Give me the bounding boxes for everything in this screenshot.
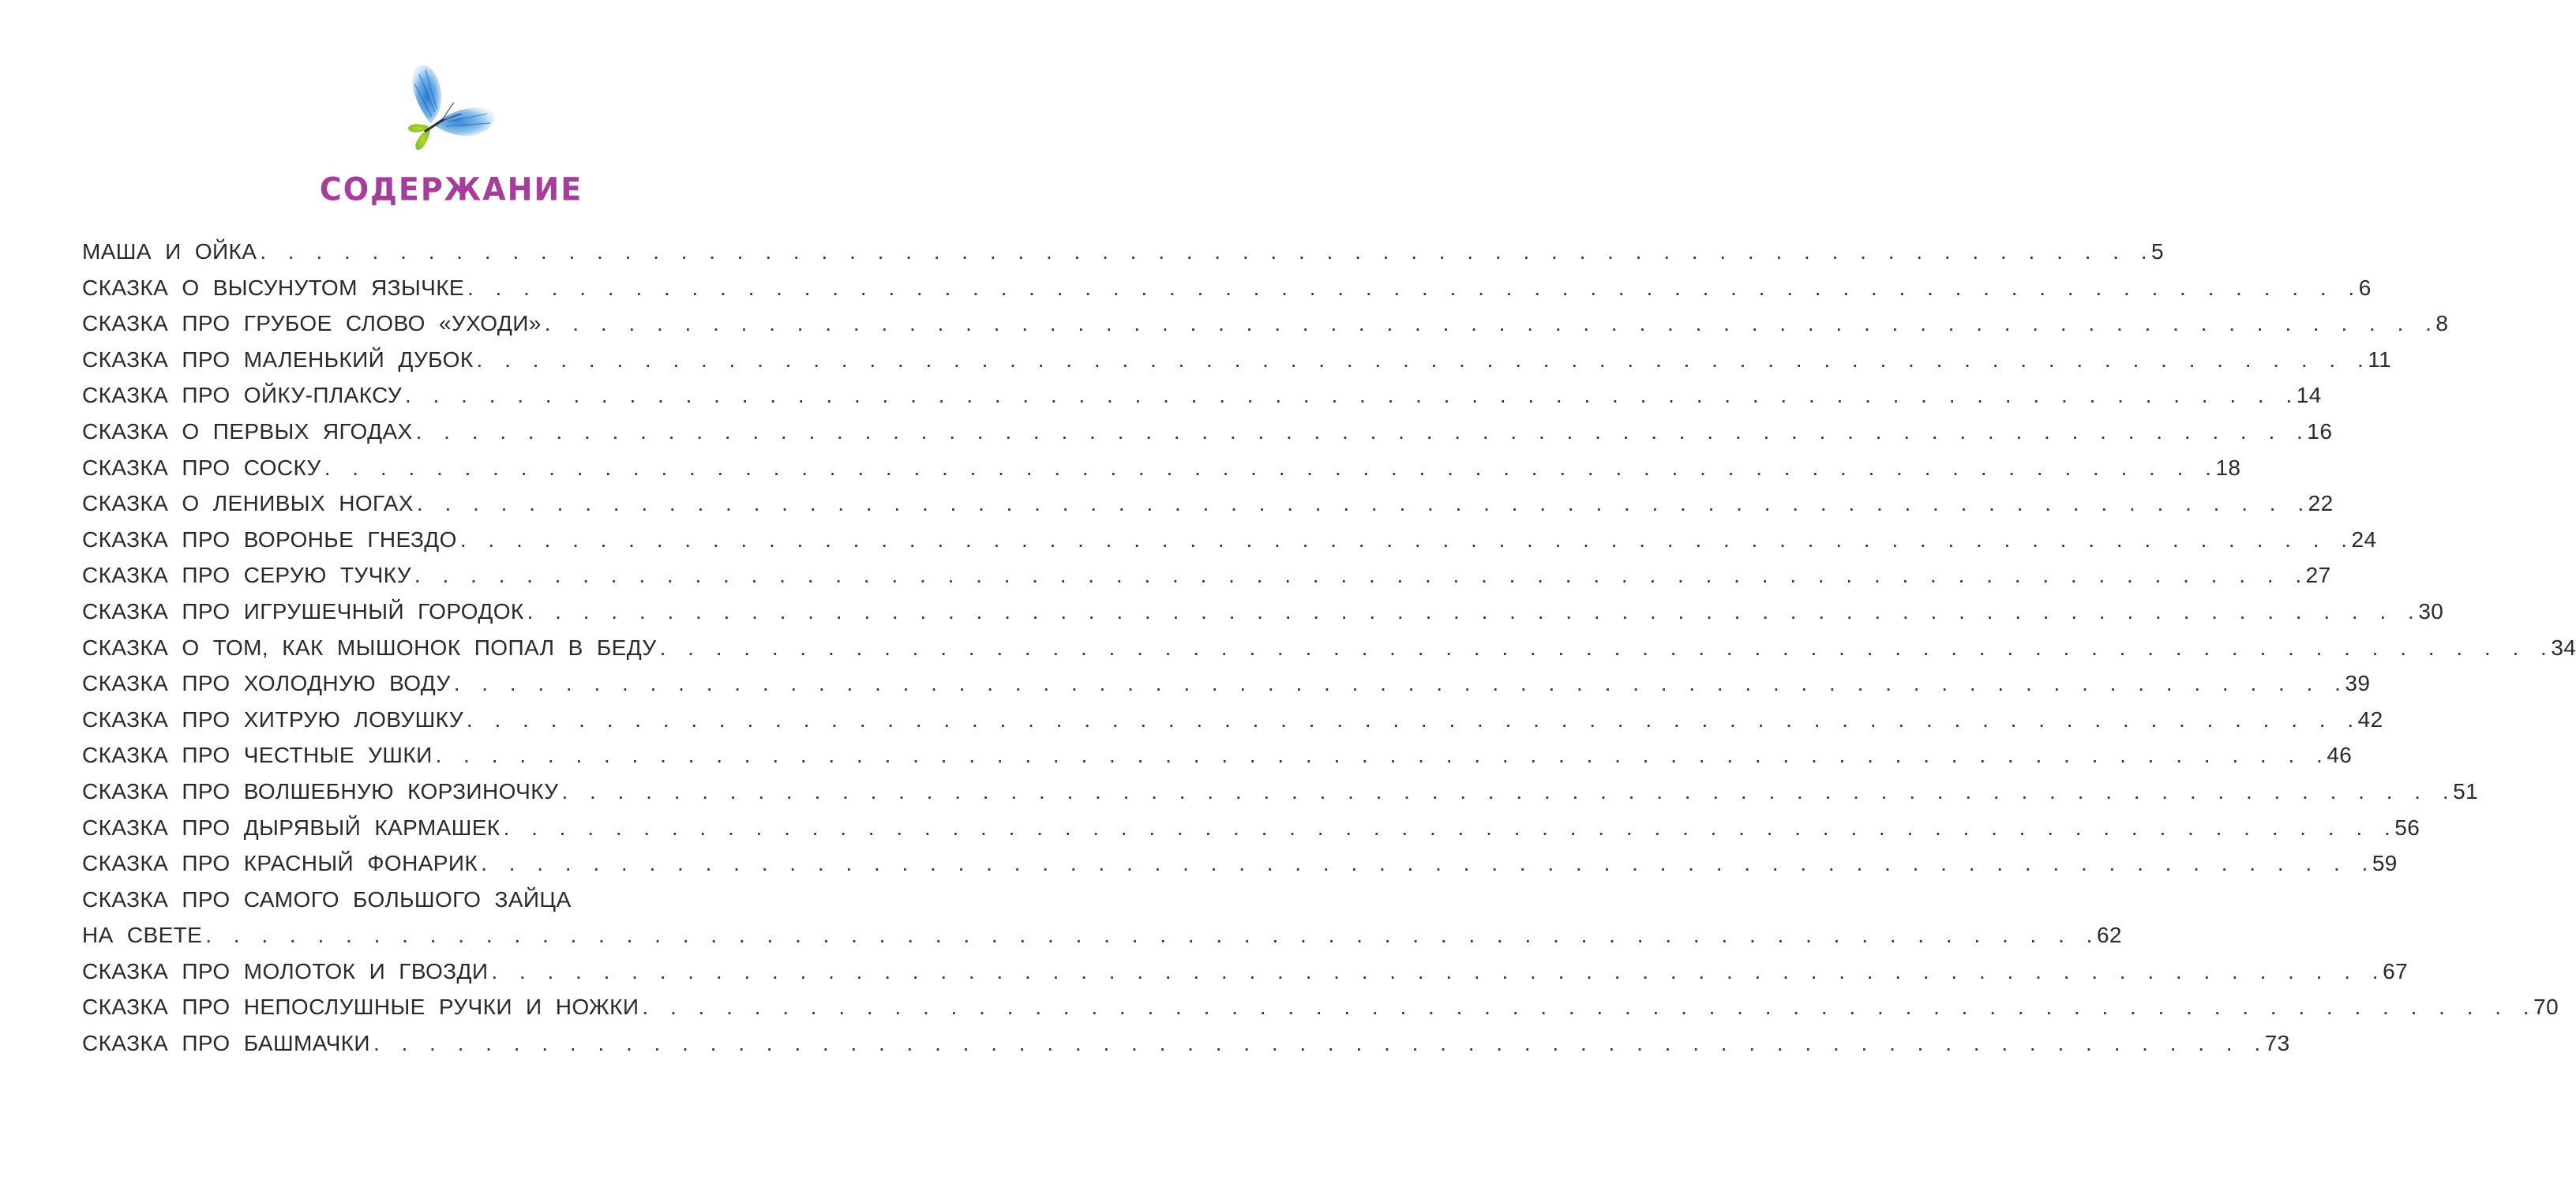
- toc-entry-title: СКАЗКА ПРО ДЫРЯВЫЙ КАРМАШЕК: [82, 815, 501, 840]
- toc-dot-leader: . . . . . . . . . . . . . . . . . . . . . . . . . . . . . . . . . . . . . . . . . . . . . . . . . . . . . . . . . . . . . . . . . . . .: [324, 455, 2216, 480]
- toc-entry-title: СКАЗКА ПРО БАШМАЧКИ: [82, 1031, 370, 1056]
- toc-entry-page: 56: [2394, 815, 2420, 840]
- toc-entry-title: СКАЗКА ПРО ХИТРУЮ ЛОВУШКУ: [82, 706, 463, 732]
- toc-dot-leader: . . . . . . . . . . . . . . . . . . . . . . . . . . . . . . . . . . . . . . . . . . . . . . . . . . . . . . . . . . . . . . . . . . . .: [467, 275, 2359, 300]
- toc-entry-page: 51: [2453, 778, 2479, 804]
- toc-dot-leader: . . . . . . . . . . . . . . . . . . . . . . . . . . . . . . . . . . . . . . . . . . . . . . . . . . . . . . . . . . . . . . . . . . . .: [659, 635, 2552, 660]
- toc-entry[interactable]: [82, 1025, 2290, 1062]
- toc-dot-leader: . . . . . . . . . . . . . . . . . . . . . . . . . . . . . . . . . . . . . . . . . . . . . . . . . . . . . . . . . . . . . . . . . . . .: [415, 418, 2308, 444]
- toc-entry-page: 39: [2345, 671, 2371, 696]
- toc-entry[interactable]: [82, 954, 2409, 990]
- toc-dot-leader: . . . . . . . . . . . . . . . . . . . . . . . . . . . . . . . . . . . . . . . . . . . . . . . . . . . . . . . . . . . . . . . . . . . .: [476, 347, 2368, 372]
- toc-entry-title: СКАЗКА О ТОМ, КАК МЫШОНОК ПОПАЛ В БЕДУ: [82, 635, 657, 660]
- toc-entry[interactable]: [82, 630, 2576, 666]
- toc-entry[interactable]: [82, 485, 2334, 522]
- toc-entry-title: СКАЗКА О ПЕРВЫХ ЯГОДАХ: [82, 418, 413, 444]
- toc-entry-title: СКАЗКА ПРО ХОЛОДНУЮ ВОДУ: [82, 671, 451, 696]
- toc-dot-leader: . . . . . . . . . . . . . . . . . . . . . . . . . . . . . . . . . . . . . . . . . . . . . . . . . . . . . . . . . . . . . . . . . . . .: [405, 383, 2297, 408]
- toc-dot-leader: . . . . . . . . . . . . . . . . . . . . . . . . . . . . . . . . . . . . . . . . . . . . . . . . . . . . . . . . . . . . . . . . . . . .: [642, 995, 2534, 1020]
- toc-entry[interactable]: [82, 557, 2331, 594]
- toc-entry-page: 16: [2307, 418, 2333, 444]
- toc-entry[interactable]: [82, 594, 2444, 630]
- toc-entry-page: 6: [2358, 275, 2372, 300]
- toc-entry[interactable]: [82, 342, 2392, 378]
- toc-entry-page: 62: [2096, 923, 2122, 948]
- toc-entry-title: СКАЗКА ПРО СЕРУЮ ТУЧКУ: [82, 563, 411, 588]
- toc-dot-leader: . . . . . . . . . . . . . . . . . . . . . . . . . . . . . . . . . . . . . . . . . . . . . . . . . . . . . . . . . . . . . . . . . . . .: [416, 491, 2308, 516]
- table-of-contents: [82, 234, 2576, 1062]
- toc-entry[interactable]: [82, 737, 2353, 774]
- toc-entry-title: СКАЗКА ПРО ВОЛШЕБНУЮ КОРЗИНОЧКУ: [82, 778, 559, 804]
- toc-entry-page: 18: [2215, 455, 2241, 480]
- toc-entry[interactable]: [82, 377, 2322, 414]
- toc-entry-title: СКАЗКА ПРО ГРУБОЕ СЛОВО «УХОДИ»: [82, 311, 542, 336]
- toc-dot-leader: . . . . . . . . . . . . . . . . . . . . . . . . . . . . . . . . . . . . . . . . . . . . . . . . . . . . . . . . . . . . . . . . . . . .: [491, 958, 2383, 984]
- toc-entry-title: СКАЗКА ПРО СОСКУ: [82, 455, 321, 480]
- toc-entry-title: СКАЗКА ПРО КРАСНЫЙ ФОНАРИК: [82, 851, 478, 876]
- toc-entry-page: 59: [2372, 851, 2398, 876]
- toc-entry-title: СКАЗКА ПРО ЧЕСТНЫЕ УШКИ: [82, 743, 433, 768]
- toc-entry[interactable]: [82, 774, 2479, 810]
- toc-entry[interactable]: [82, 665, 2371, 702]
- toc-entry[interactable]: [82, 989, 2559, 1025]
- toc-dot-leader: . . . . . . . . . . . . . . . . . . . . . . . . . . . . . . . . . . . . . . . . . . . . . . . . . . . . . . . . . . . . . . . . . . . .: [260, 239, 2152, 264]
- toc-entry[interactable]: [82, 270, 2372, 306]
- toc-entry-page: 11: [2368, 347, 2392, 372]
- toc-dot-leader: . . . . . . . . . . . . . . . . . . . . . . . . . . . . . . . . . . . . . . . . . . . . . . . . . . . . . . . . . . . . . . . . . . . .: [544, 311, 2436, 336]
- toc-entry-title: СКАЗКА ПРО МАЛЕНЬКИЙ ДУБОК: [82, 347, 474, 372]
- toc-entry-page: 22: [2308, 491, 2334, 516]
- toc-entry-page: 34: [2551, 635, 2576, 660]
- toc-entry-page: 42: [2357, 706, 2383, 732]
- butterfly-icon: [392, 57, 511, 167]
- toc-entry[interactable]: [82, 414, 2333, 450]
- toc-entry-page: 67: [2383, 958, 2409, 984]
- toc-entry[interactable]: [82, 234, 2165, 270]
- toc-dot-leader: . . . . . . . . . . . . . . . . . . . . . . . . . . . . . . . . . . . . . . . . . . . . . . . . . . . . . . . . . . . . . . . . . . . .: [481, 851, 2372, 876]
- page-title: СОДЕРЖАНИЕ: [319, 170, 583, 208]
- toc-dot-leader: . . . . . . . . . . . . . . . . . . . . . . . . . . . . . . . . . . . . . . . . . . . . . . . . . . . . . . . . . . . . . . . . . . . .: [453, 671, 2345, 696]
- toc-dot-leader: . . . . . . . . . . . . . . . . . . . . . . . . . . . . . . . . . . . . . . . . . . . . . . . . . . . . . . . . . . . . . . . . . . . .: [205, 923, 2097, 948]
- toc-entry[interactable]: [82, 450, 2241, 486]
- toc-entry[interactable]: [82, 917, 2122, 954]
- toc-entry[interactable]: [82, 522, 2377, 558]
- toc-dot-leader: . . . . . . . . . . . . . . . . . . . . . . . . . . . . . . . . . . . . . . . . . . . . . . . . . . . . . . . . . . . . . . . . . . . .: [527, 598, 2419, 624]
- toc-entry-page: 27: [2305, 563, 2331, 588]
- toc-entry-title: СКАЗКА ПРО ВОРОНЬЕ ГНЕЗДО: [82, 526, 457, 552]
- toc-dot-leader: . . . . . . . . . . . . . . . . . . . . . . . . . . . . . . . . . . . . . . . . . . . . . . . . . . . . . . . . . . . . . . . . . . . .: [561, 778, 2454, 804]
- toc-entry-page: 24: [2351, 526, 2377, 552]
- toc-entry-title: СКАЗКА ПРО САМОГО БОЛЬШОГО ЗАЙЦА: [82, 886, 572, 912]
- toc-entry[interactable]: [82, 882, 789, 918]
- toc-entry-page: 70: [2533, 995, 2559, 1020]
- toc-entry[interactable]: [82, 810, 2420, 846]
- toc-dot-leader: . . . . . . . . . . . . . . . . . . . . . . . . . . . . . . . . . . . . . . . . . . . . . . . . . . . . . . . . . . . . . . . . . . . .: [459, 526, 2352, 552]
- toc-dot-leader: . . . . . . . . . . . . . . . . . . . . . . . . . . . . . . . . . . . . . . . . . . . . . . . . . . . . . . . . . . . . . . . . . . . .: [435, 743, 2327, 768]
- toc-entry-title: МАША И ОЙКА: [82, 239, 257, 264]
- toc-entry-title: СКАЗКА ПРО НЕПОСЛУШНЫЕ РУЧКИ И НОЖКИ: [82, 995, 639, 1020]
- toc-entry[interactable]: [82, 305, 2449, 342]
- toc-entry-page: 73: [2264, 1031, 2290, 1056]
- toc-entry[interactable]: [82, 845, 2398, 882]
- toc-entry-page: 8: [2435, 311, 2449, 336]
- toc-entry-page: 46: [2327, 743, 2353, 768]
- toc-entry[interactable]: [82, 702, 2383, 738]
- toc-entry-title: НА СВЕТЕ: [82, 923, 203, 948]
- toc-entry-page: 30: [2418, 598, 2444, 624]
- toc-entry-title: СКАЗКА ПРО ИГРУШЕЧНЫЙ ГОРОДОК: [82, 598, 524, 624]
- toc-dot-leader: . . . . . . . . . . . . . . . . . . . . . . . . . . . . . . . . . . . . . . . . . . . . . . . . . . . . . . . . . . . . . . . . . . . .: [373, 1031, 2265, 1056]
- toc-entry-title: СКАЗКА ПРО ОЙКУ-ПЛАКСУ: [82, 383, 403, 408]
- toc-dot-leader: . . . . . . . . . . . . . . . . . . . . . . . . . . . . . . . . . . . . . . . . . . . . . . . . . . . . . . . . . . . . . . . . . . . .: [503, 815, 2395, 840]
- toc-entry-title: СКАЗКА ПРО МОЛОТОК И ГВОЗДИ: [82, 958, 489, 984]
- toc-dot-leader: . . . . . . . . . . . . . . . . . . . . . . . . . . . . . . . . . . . . . . . . . . . . . . . . . . . . . . . . . . . . . . . . . . . .: [466, 706, 2358, 732]
- toc-dot-leader: . . . . . . . . . . . . . . . . . . . . . . . . . . . . . . . . . . . . . . . . . . . . . . . . . . . . . . . . . . . . . . . . . . . .: [414, 563, 2306, 588]
- toc-entry-page: 5: [2151, 239, 2165, 264]
- toc-entry-title: СКАЗКА О ВЫСУНУТОМ ЯЗЫЧКЕ: [82, 275, 464, 300]
- toc-entry-page: 14: [2296, 383, 2322, 408]
- toc-entry-title: СКАЗКА О ЛЕНИВЫХ НОГАХ: [82, 491, 414, 516]
